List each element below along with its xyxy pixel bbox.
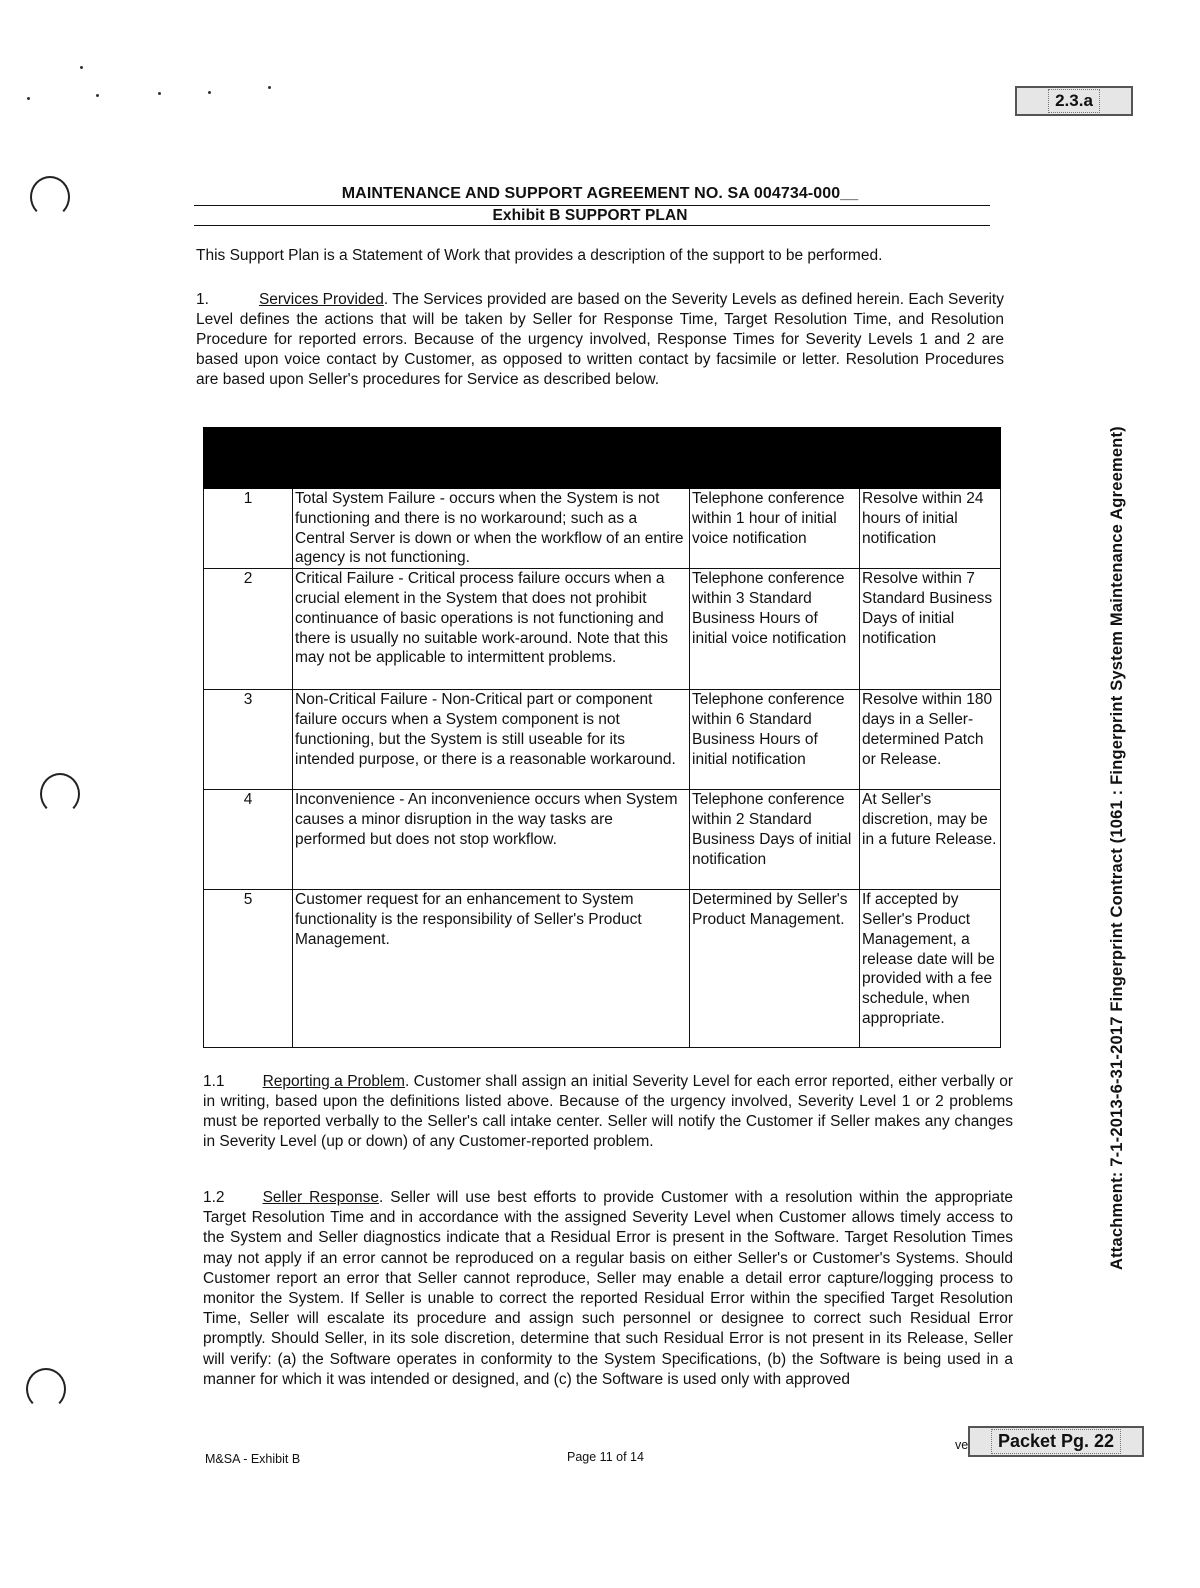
punch-hole: [26, 1368, 66, 1410]
section-text: . Customer shall assign an initial Severity Level for each error reported, either verbally or in writing, based upon the definitions listed above. Because of the urgency involved, Severity Level 1 or 2 problems must be reported verbally to the Seller's call intake center. Seller will notify the Customer if Seller makes any changes in Severity Level (up or down) of any Customer-reported problem.: [203, 1073, 1013, 1150]
severity-description: Total System Failure - occurs when the System is not functioning and there is no workaround; such as a Central Server is down or when the workflow of an entire agency is not functioning.: [293, 489, 690, 569]
severity-level: 5: [204, 890, 293, 1048]
target-resolution: If accepted by Seller's Product Management, a release date will be provided with a fee schedule, when appropriate.: [860, 890, 1001, 1048]
punch-hole: [40, 773, 80, 815]
table-header-cell: [690, 428, 860, 489]
packet-page-label: Packet Pg. 22: [991, 1429, 1121, 1454]
subtitle-rule: [194, 225, 990, 226]
severity-level: 2: [204, 569, 293, 690]
severity-description: Customer request for an enhancement to System functionality is the responsibility of Seller's Product Management.: [293, 890, 690, 1048]
response-time: Determined by Seller's Product Management.: [690, 890, 860, 1048]
section-heading: Services Provided: [258, 291, 384, 308]
intro-paragraph: This Support Plan is a Statement of Work that provides a description of the support to be performed.: [196, 247, 883, 264]
response-time: Telephone conference within 2 Standard Business Days of initial notification: [690, 790, 860, 890]
section-1-paragraph: [196, 290, 1004, 390]
attachment-sidebar: Attachment: 7-1-2013-6-31-2017 Fingerprint Contract (1061 : Fingerprint System Maintenance Agreement): [1108, 426, 1126, 1270]
scan-speck: [268, 86, 271, 89]
severity-level: 3: [204, 690, 293, 790]
target-resolution: Resolve within 24 hours of initial notification: [860, 489, 1001, 569]
table-header-row: [204, 428, 1001, 489]
table-row: [204, 569, 1001, 690]
target-resolution: Resolve within 180 days in a Seller-determined Patch or Release.: [860, 690, 1001, 790]
section-number: 1.: [196, 291, 209, 308]
section-text: . Seller will use best efforts to provide Customer with a resolution within the appropriate Target Resolution Time and in accordance with the assigned Severity Level when Customer allows timely access to the System and Seller diagnostics indicate that a Residual Error is present in the Software. Target Resolution Times may not apply if an error cannot be reproduced on a regular basis on either Seller's or Customer's Systems. Should Customer report an error that Seller cannot reproduce, Seller may enable a detail error capture/logging process to monitor the System. If Seller is unable to correct the reported Residual Error within the specified Target Resolution Time, Seller will escalate its procedure and assign such personnel or designee to correct such Residual Error promptly. Should Seller, in its sole discretion, determine that such Residual Error is not present in its Release, Seller will verify: (a) the Software operates in conformity to the System Specifications, (b) the Software is being used in a manner for which it was intended or designed, and (c) the Software is used only with approved: [203, 1189, 1014, 1388]
response-time: Telephone conference within 1 hour of initial voice notification: [690, 489, 860, 569]
table-header-cell: [860, 428, 1001, 489]
response-time: Telephone conference within 3 Standard Business Hours of initial voice notification: [690, 569, 860, 690]
severity-level: 1: [204, 489, 293, 569]
footer-version: ve: [955, 1438, 969, 1452]
response-time: Telephone conference within 6 Standard Business Hours of initial notification: [690, 690, 860, 790]
severity-description: Inconvenience - An inconvenience occurs when System causes a minor disruption in the way tasks are performed but does not stop workflow.: [293, 790, 690, 890]
scan-speck: [27, 97, 30, 100]
footer-left: M&SA - Exhibit B: [205, 1452, 301, 1466]
packet-page-stamp: [968, 1426, 1144, 1457]
title-rule: [194, 205, 990, 206]
scan-speck: [158, 92, 161, 95]
footer-page-number: Page 11 of 14: [567, 1450, 644, 1464]
agreement-title: MAINTENANCE AND SUPPORT AGREEMENT NO. SA 004734-000__: [341, 185, 859, 202]
table-header-cell: [204, 428, 293, 489]
scan-speck: [80, 66, 83, 69]
table-row: [204, 690, 1001, 790]
section-number: 1.2: [203, 1189, 225, 1206]
exhibit-subtitle: Exhibit B SUPPORT PLAN: [492, 207, 688, 224]
section-number: 1.1: [203, 1073, 225, 1090]
severity-table: [203, 427, 1001, 1048]
severity-description: Critical Failure - Critical process failure occurs when a crucial element in the System that does not prohibit continuance of basic operations is not functioning and there is usually no suitable work-around. Note that this may not be applicable to intermittent problems.: [293, 569, 690, 690]
target-resolution: At Seller's discretion, may be in a future Release.: [860, 790, 1001, 890]
target-resolution: Resolve within 7 Standard Business Days of initial notification: [860, 569, 1001, 690]
severity-description: Non-Critical Failure - Non-Critical part or component failure occurs when a System component is not functioning, but the System is still useable for its intended purpose, or there is a reasonable workaround.: [293, 690, 690, 790]
table-header-cell: [293, 428, 690, 489]
exhibit-stamp-label: 2.3.a: [1048, 89, 1100, 113]
table-row: [204, 890, 1001, 1048]
section-heading: Reporting a Problem: [262, 1073, 405, 1090]
section-text: . The Services provided are based on the Severity Levels as defined herein. Each Severity Level defines the actions that will be taken by Seller for Response Time, Target Resolution Time, and Resolution Procedure for reported errors. Because of the urgency involved, Response Times for Severity Levels 1 and 2 are based upon voice contact by Customer, as opposed to written contact by facsimile or letter. Resolution Procedures are based upon Seller's procedures for Service as described below.: [196, 291, 1004, 388]
section-1-2-paragraph: [203, 1188, 1013, 1390]
scan-speck: [96, 94, 99, 97]
scan-speck: [208, 91, 211, 94]
severity-level: 4: [204, 790, 293, 890]
section-heading: Seller Response: [262, 1189, 379, 1206]
exhibit-stamp: [1015, 86, 1133, 116]
table-row: [204, 790, 1001, 890]
section-1-1-paragraph: [203, 1072, 1013, 1152]
punch-hole: [30, 176, 70, 218]
table-row: [204, 489, 1001, 569]
